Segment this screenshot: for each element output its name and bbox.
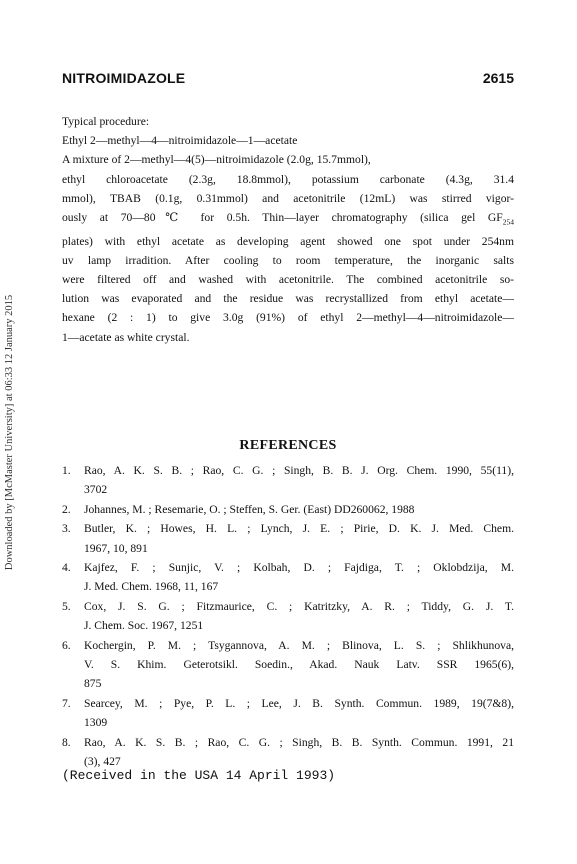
reference-text (84, 733, 514, 772)
procedure-line: plates) with ethyl acetate as developing agent showed one spot under 254nm (62, 234, 514, 248)
gf-subscript: 254 (502, 217, 514, 227)
reference-text (84, 500, 514, 519)
procedure-line: were filtered off and washed with acetonitrile. The combined acetonitrile so- (62, 272, 514, 286)
procedure-line: uv lamp irradition. After cooling to room temperature, the inorganic salts (62, 253, 514, 267)
running-head-title: NITROIMIDAZOLE (62, 70, 186, 86)
reference-item (62, 519, 514, 558)
reference-line: Johannes, M. ; Resemarie, O. ; Steffen, S. Ger. (East) DD260062, 1988 (84, 502, 415, 516)
procedure-line: 1—acetate as white crystal. (62, 330, 190, 344)
procedure-line: A mixture of 2—methyl—4(5)—nitroimidazole (2.0g, 15.7mmol), (62, 153, 371, 167)
reference-number: 3. (62, 522, 71, 536)
reference-line: Rao, A. K. S. B. ; Rao, C. G. ; Singh, B. B. Synth. Commun. 1991, 21 (84, 735, 514, 749)
compound-name: Ethyl 2—methyl—4—nitroimidazole—1—acetate (62, 134, 298, 148)
reference-number: 2. (62, 502, 71, 516)
references-list (62, 461, 514, 772)
reference-line: 1967, 10, 891 (84, 541, 148, 555)
reference-text (84, 558, 514, 597)
reference-text (84, 636, 514, 694)
reference-number: 6. (62, 638, 71, 652)
reference-item (62, 733, 514, 772)
reference-number: 8. (62, 735, 71, 749)
procedure-line: hexane (2 : 1) to give 3.0g (91%) of ethyl 2—methyl—4—nitroimidazole— (62, 311, 514, 325)
received-note: (Received in the USA 14 April 1993) (62, 768, 336, 783)
reference-line: Cox, J. S. G. ; Fitzmaurice, C. ; Katritzky, A. R. ; Tiddy, G. J. T. (84, 599, 514, 613)
procedure-line: ethyl chloroacetate (2.3g, 18.8mmol), potassium carbonate (4.3g, 31.4 (62, 172, 514, 186)
reference-line: J. Chem. Soc. 1967, 1251 (84, 619, 204, 633)
reference-line: Searcey, M. ; Pye, P. L. ; Lee, J. B. Synth. Commun. 1989, 19(7&8), (84, 696, 514, 710)
procedure-line-with-subscript (62, 208, 514, 232)
reference-line: (3), 427 (84, 755, 121, 769)
reference-line: 875 (84, 677, 102, 691)
running-head (62, 70, 514, 86)
reference-line: J. Med. Chem. 1968, 11, 167 (84, 580, 219, 594)
reference-line: Rao, A. K. S. B. ; Rao, C. G. ; Singh, B. B. J. Org. Chem. 1990, 55(11), (84, 464, 514, 477)
download-watermark (2, 260, 18, 604)
reference-text (84, 461, 514, 500)
reference-line: Kajfez, F. ; Sunjic, V. ; Kolbah, D. ; Fajdiga, T. ; Oklobdzija, M. (84, 561, 514, 575)
reference-item (62, 558, 514, 597)
references-heading: REFERENCES (239, 438, 337, 453)
procedure-line: mmol), TBAB (0.1g, 0.31mmol) and acetonitrile (12mL) was stirred vigor- (62, 191, 514, 205)
reference-text (84, 597, 514, 636)
reference-item (62, 500, 514, 519)
page-number: 2615 (482, 70, 514, 86)
reference-line: 3702 (84, 483, 108, 497)
reference-line: V. S. Khim. Geterotsikl. Soedin., Akad. Nauk Latv. SSR 1965(6), (84, 658, 514, 672)
reference-item (62, 694, 514, 733)
reference-item (62, 461, 514, 500)
reference-item (62, 636, 514, 694)
reference-text (84, 694, 514, 733)
reference-line: Kochergin, P. M. ; Tsygannova, A. M. ; Blinova, L. S. ; Shlikhunova, (84, 638, 514, 652)
procedure-line: lution was evaporated and the residue was recrystallized from ethyl acetate— (62, 292, 514, 306)
procedure-section (62, 112, 514, 347)
reference-line: Butler, K. ; Howes, H. L. ; Lynch, J. E. ; Pirie, D. K. J. Med. Chem. (84, 522, 514, 536)
download-notice: Downloaded by [McMaster University] at 06:33 12 January 2015 (4, 294, 16, 570)
reference-number: 7. (62, 696, 71, 710)
reference-text (84, 519, 514, 558)
reference-item (62, 597, 514, 636)
reference-line: 1309 (84, 716, 108, 730)
reference-number: 1. (62, 464, 71, 477)
reference-number: 5. (62, 599, 71, 613)
procedure-line-text: ously at 70—80℃ for 0.5h. Thin—layer chromatography (silica gel GF (62, 211, 503, 225)
reference-number: 4. (62, 561, 71, 575)
procedure-label: Typical procedure: (62, 115, 150, 128)
